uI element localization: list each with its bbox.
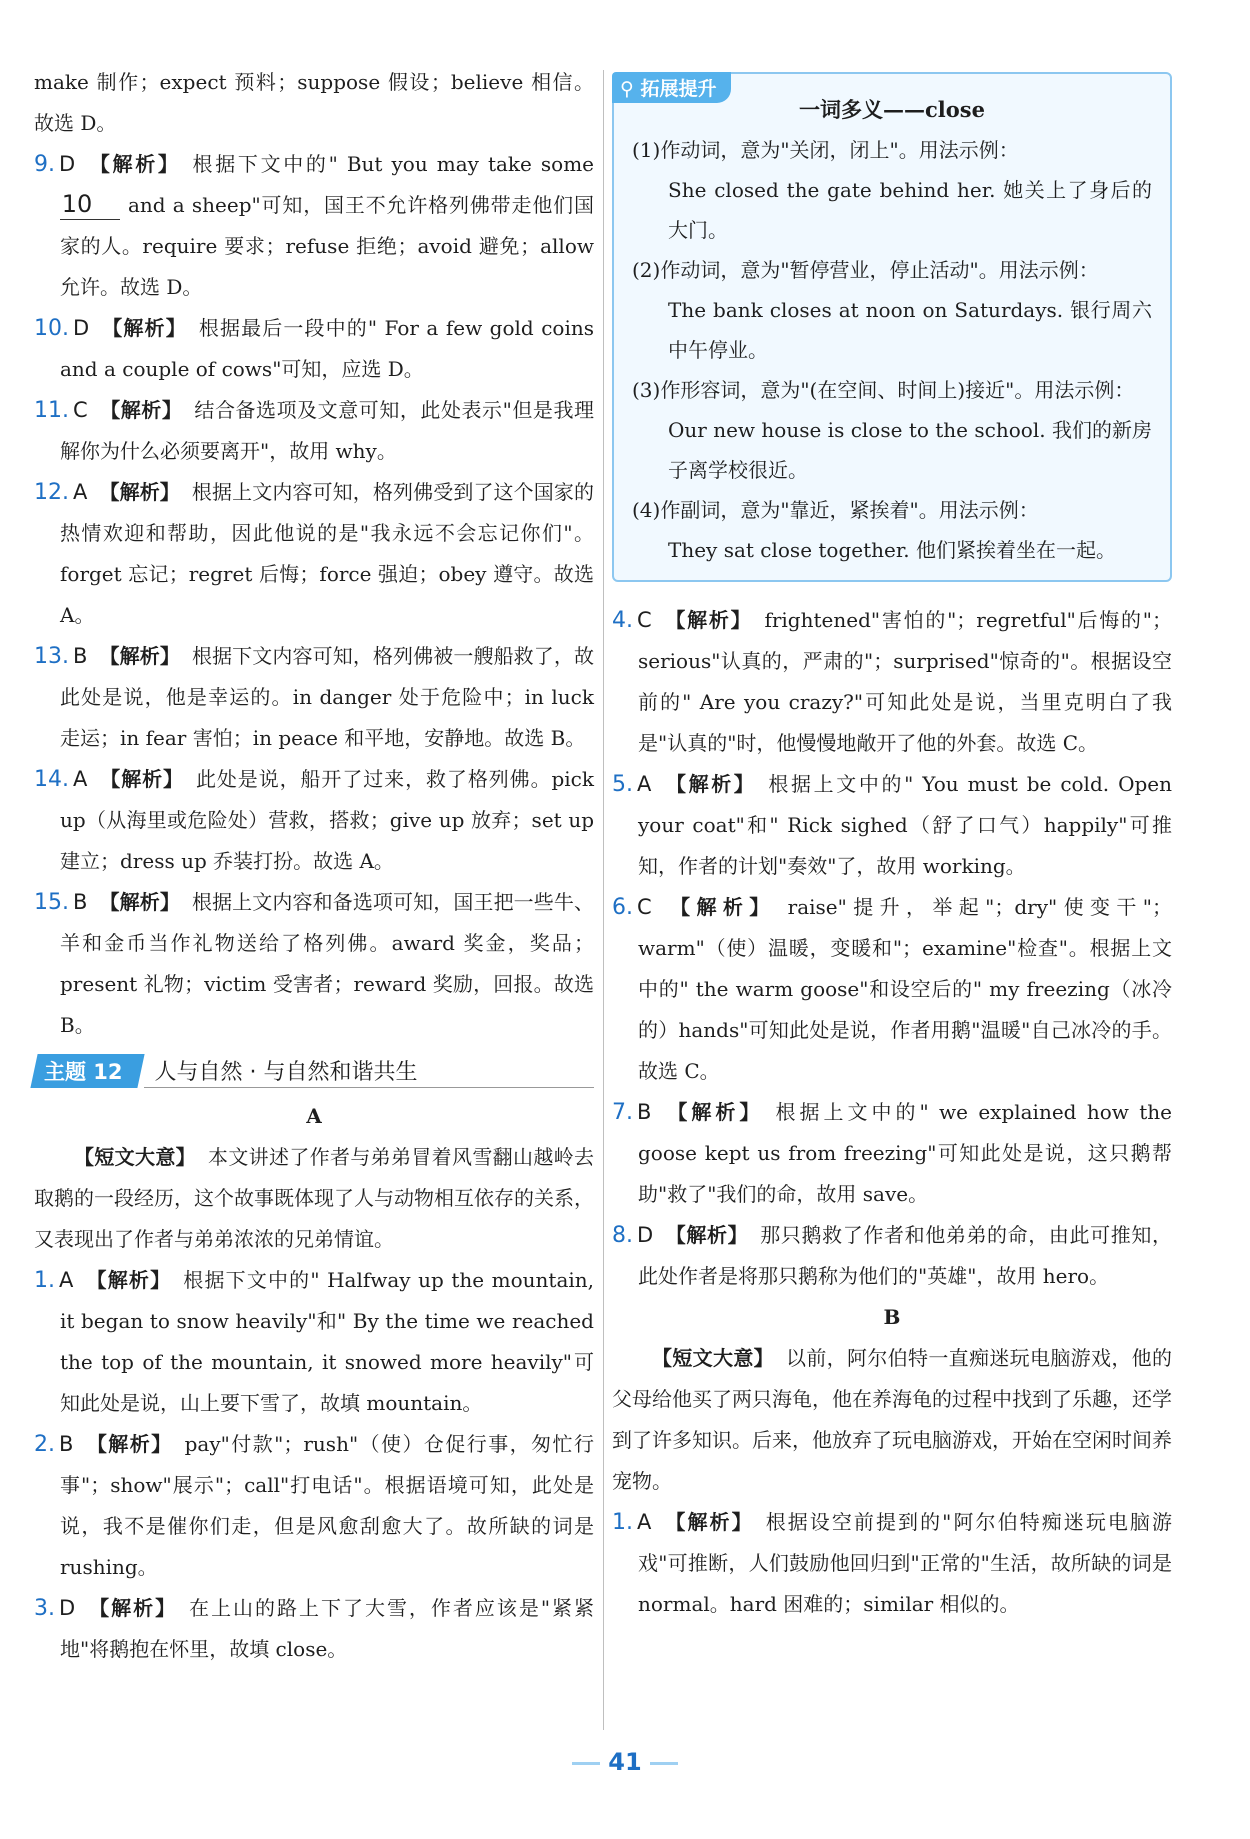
answer-item-a1 — [34, 1260, 594, 1424]
analysis-tag: 【解析】 — [99, 644, 180, 668]
answer-item-a5 — [612, 764, 1172, 887]
section-title: 人与自然 · 与自然和谐共生 — [154, 1060, 418, 1085]
usage-example-3: Our new house is close to the school. 我们的新房子离学校很近。 — [668, 418, 1152, 482]
summary-tag: 【短文大意】 — [652, 1346, 774, 1370]
explanation-text: raise"提升，举起"；dry"使变干"；warm"（使）温暖，变暖和"；examine"检查"。根据上文中的" the warm goose"和设空后的" my freezing（冰冷的）hands"可知此处是说，作者用鹅"温暖"自己冰冷的手。故选 C。 — [638, 895, 1172, 1083]
extension-box — [612, 72, 1172, 582]
analysis-tag: 【解析】 — [663, 772, 757, 796]
usage-heading-4: (4)作副词，意为"靠近，紧挨着"。用法示例： — [632, 498, 1039, 522]
explanation-text: frightened"害怕的"；regretful"后悔的"；serious"认真的，严肃的"；surprised"惊奇的"。根据设空前的" Are you crazy?"可知此处是说，当里克明白了我是"认真的"时，他慢慢地敞开了他的外套。故选 C。 — [638, 608, 1173, 755]
analysis-tag: 【解析】 — [99, 767, 184, 791]
item-number: 5. — [612, 772, 633, 797]
summary-tag: 【短文大意】 — [74, 1145, 196, 1169]
answer-item-a6 — [612, 887, 1172, 1092]
analysis-tag: 【解析】 — [99, 480, 180, 504]
explanation-text: 根据下文内容可知，格列佛被一艘船救了，故此处是说，他是幸运的。in danger 处于危险中；in luck 走运；in fear 害怕；in peace 和平地，安静地。故选 B。 — [60, 644, 595, 750]
usage-heading-3: (3)作形容词，意为"(在空间、时间上)接近"。用法示例： — [632, 378, 1135, 402]
page-number — [0, 1748, 1250, 1776]
item-number: 6. — [612, 895, 633, 920]
usage-heading-2: (2)作动词，意为"暂停营业，停止活动"。用法示例： — [632, 258, 1099, 282]
summary-text: 以前，阿尔伯特一直痴迷玩电脑游戏，他的父母给他买了两只海龟，他在养海龟的过程中找到了乐趣，还学到了许多知识。后来，他放弃了玩电脑游戏，开始在空闲时间养宠物。 — [612, 1346, 1172, 1493]
item-number: 2. — [34, 1432, 55, 1457]
answer-letter: C — [637, 608, 652, 632]
analysis-tag: 【解析】 — [87, 152, 181, 176]
box-title: 一词多义——close — [799, 97, 985, 122]
right-column — [612, 62, 1172, 1625]
analysis-tag: 【解析】 — [665, 1223, 749, 1247]
answer-item-a8 — [612, 1215, 1172, 1297]
item-number: 8. — [612, 1223, 633, 1248]
summary-text: 本文讲述了作者与弟弟冒着风雪翻山越岭去取鹅的一段经历，这个故事既体现了人与动物相互依存的关系，又表现出了作者与弟弟浓浓的兄弟情谊。 — [34, 1145, 594, 1251]
answer-item-a2 — [34, 1424, 594, 1588]
item-number: 14. — [34, 767, 69, 792]
analysis-tag: 【解析】 — [85, 1268, 172, 1292]
extension-tag-label: 拓展提升 — [640, 78, 717, 100]
usage-heading-1: (1)作动词，意为"关闭，闭上"。用法示例： — [632, 138, 1019, 162]
answer-letter: D — [59, 1596, 76, 1620]
answer-letter: B — [73, 890, 88, 914]
magnifier-icon: ⚲ — [620, 78, 641, 100]
column-divider — [603, 70, 604, 1730]
answer-letter: A — [637, 1510, 652, 1534]
analysis-tag: 【解析】 — [85, 1432, 173, 1456]
passage-label-a: A — [306, 1104, 322, 1128]
explanation-text: 在上山的路上下了大雪，作者应该是"紧紧地"将鹅抱在怀里，故填 close。 — [60, 1596, 594, 1661]
explanation-text: 根据上文中的" we explained how the goose kept us from freezing"可知此处是说，这只鹅帮助"救了"我们的命，故用 save。 — [638, 1100, 1172, 1206]
explanation-text: 根据上文内容可知，格列佛受到了这个国家的热情欢迎和帮助，因此他说的是"我永远不会忘记你们"。forget 忘记；regret 后悔；force 强迫；obey 遵守。故选 A。 — [60, 480, 594, 627]
item-number: 7. — [612, 1100, 633, 1125]
answer-letter: A — [59, 1268, 74, 1292]
intro-paragraph: make 制作；expect 预料；suppose 假设；believe 相信。故选 D。 — [34, 70, 594, 135]
answer-item-a3 — [34, 1588, 594, 1670]
explanation-text: 根据设空前提到的"阿尔伯特痴迷玩电脑游戏"可推断，人们鼓励他回归到"正常的"生活，故所缺的词是 normal。hard 困难的；similar 相似的。 — [638, 1510, 1172, 1616]
passage-label-b: B — [883, 1305, 901, 1329]
answer-letter: D — [73, 316, 90, 340]
summary-a — [34, 1137, 594, 1260]
usage-example-1: She closed the gate behind her. 她关上了身后的大门。 — [668, 178, 1152, 242]
section-header — [34, 1054, 594, 1090]
item-number: 1. — [612, 1510, 633, 1535]
item-number: 13. — [34, 644, 69, 669]
usage-example-4: They sat close together. 他们紧挨着坐在一起。 — [668, 538, 1116, 562]
analysis-tag: 【解析】 — [101, 316, 187, 340]
answer-item-13 — [34, 636, 594, 759]
analysis-tag: 【解析】 — [663, 895, 776, 919]
page-number-dash-left — [572, 1762, 600, 1765]
answer-letter: B — [637, 1100, 652, 1124]
answer-item-a4 — [612, 600, 1172, 764]
answer-item-9 — [34, 144, 594, 308]
explanation-text: 根据上文中的" You must be cold. Open your coat"和" Rick sighed（舒了口气）happily"可推知，作者的计划"奏效"了，故用 working。 — [638, 772, 1172, 878]
answer-letter: C — [73, 398, 88, 422]
answer-item-12 — [34, 472, 594, 636]
handwritten-note: 10 — [60, 189, 120, 220]
explanation-text: 那只鹅救了作者和他弟弟的命，由此可推知，此处作者是将那只鹅称为他们的"英雄"，故用 hero。 — [638, 1223, 1173, 1288]
answer-letter: D — [59, 152, 76, 176]
answer-letter: B — [73, 644, 88, 668]
section-rule — [144, 1087, 594, 1088]
explanation-text: 此处是说，船开了过来，救了格列佛。pick up（从海里或危险处）营救，搭救；give up 放弃；set up 建立；dress up 乔装打扮。故选 A。 — [60, 767, 594, 873]
answer-letter: D — [637, 1223, 654, 1247]
explanation-text: 根据下文中的" But you may take some — [192, 152, 595, 176]
explanation-text: pay"付款"；rush"（使）仓促行事，匆忙行事"；show"展示"；call"打电话"。根据语境可知，此处是说，我不是催你们走，但是风愈刮愈大了。故所缺的词是 rushing。 — [60, 1432, 594, 1579]
analysis-tag: 【解析】 — [99, 890, 180, 914]
analysis-tag: 【解析】 — [663, 1100, 764, 1124]
answer-item-b1 — [612, 1502, 1172, 1625]
explanation-text: 结合备选项及文意可知，此处表示"但是我理解你为什么必须要离开"，故用 why。 — [60, 398, 594, 463]
answer-item-10 — [34, 308, 594, 390]
item-number: 12. — [34, 480, 69, 505]
summary-b — [612, 1338, 1172, 1502]
item-number: 3. — [34, 1596, 55, 1621]
item-number: 1. — [34, 1268, 55, 1293]
answer-letter: C — [637, 895, 652, 919]
extension-tag — [612, 72, 731, 103]
analysis-tag: 【解析】 — [99, 398, 183, 422]
answer-item-14 — [34, 759, 594, 882]
section-badge — [30, 1054, 144, 1088]
explanation-text: and a sheep"可知，国王不允许格列佛带走他们国家的人。require 要求；refuse 拒绝；avoid 避免；allow 允许。故选 D。 — [60, 193, 594, 299]
analysis-tag: 【解析】 — [87, 1596, 178, 1620]
answer-letter: A — [73, 767, 88, 791]
explanation-text: 根据下文中的" Halfway up the mountain, it began to snow heavily"和" By the time we reached the top of the mountain, it snowed more heavily"可知此处是说，山上要下雪了，故填 mountain。 — [60, 1268, 595, 1415]
explanation-text: 根据最后一段中的" For a few gold coins and a couple of cows"可知，应选 D。 — [60, 316, 594, 381]
answer-letter: A — [637, 772, 652, 796]
answer-letter: A — [73, 480, 88, 504]
answer-item-a7 — [612, 1092, 1172, 1215]
analysis-tag: 【解析】 — [663, 1510, 754, 1534]
item-number: 9. — [34, 152, 55, 177]
explanation-text: 根据上文内容和备选项可知，国王把一些牛、羊和金币当作礼物送给了格列佛。award 奖金，奖品；present 礼物；victim 受害者；reward 奖励，回报。故选 B。 — [60, 890, 595, 1037]
item-number: 11. — [34, 398, 69, 423]
page-number-value: 41 — [608, 1748, 642, 1776]
usage-example-2: The bank closes at noon on Saturdays. 银行周六中午停业。 — [668, 298, 1152, 362]
answer-item-15 — [34, 882, 594, 1046]
page-number-dash-right — [650, 1762, 678, 1765]
answer-letter: B — [59, 1432, 74, 1456]
item-number: 10. — [34, 316, 69, 341]
item-number: 15. — [34, 890, 69, 915]
section-badge-label: 主题 12 — [44, 1060, 123, 1084]
answer-item-11 — [34, 390, 594, 472]
analysis-tag: 【解析】 — [663, 608, 753, 632]
item-number: 4. — [612, 608, 633, 633]
left-column — [34, 62, 594, 1670]
